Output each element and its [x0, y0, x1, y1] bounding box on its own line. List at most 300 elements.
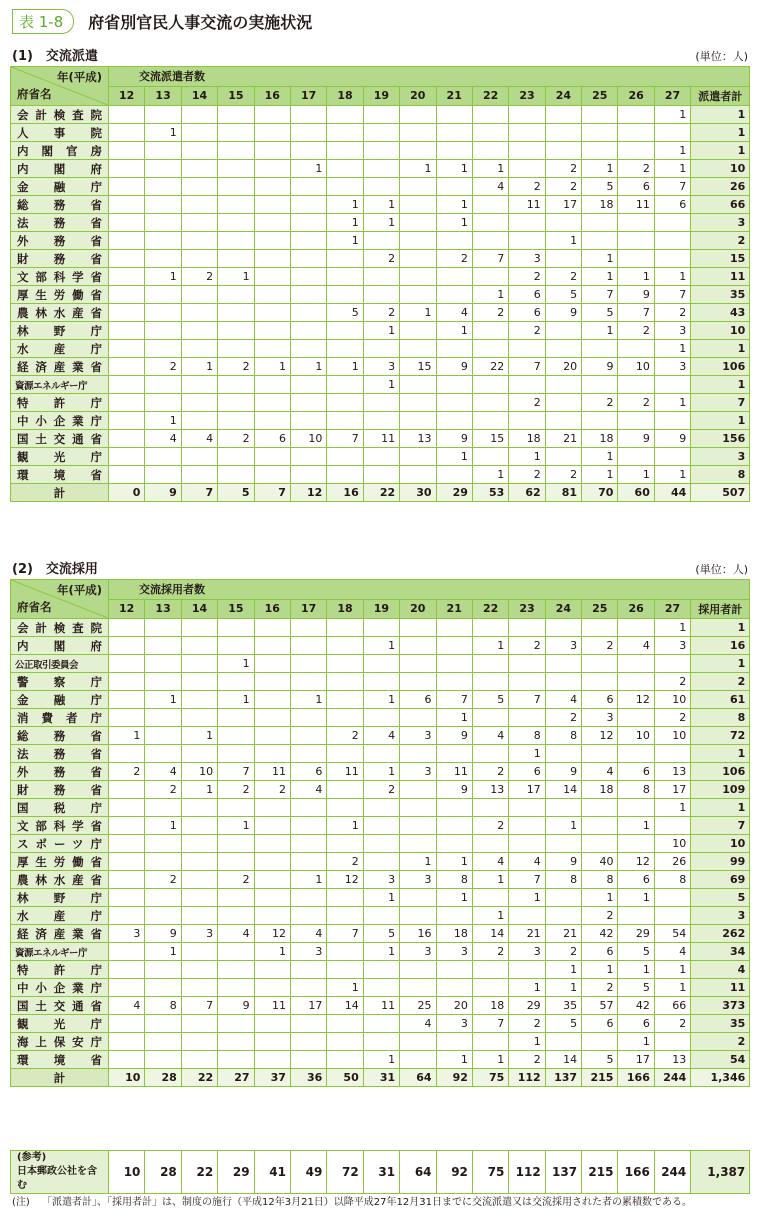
table-row [11, 466, 750, 484]
row-total: 11 [691, 979, 750, 997]
cell-value [290, 412, 326, 430]
sum-value: 12 [290, 484, 326, 502]
cell-value [109, 376, 145, 394]
cell-value: 29 [509, 997, 545, 1015]
cell-value [181, 250, 217, 268]
cell-value [436, 142, 472, 160]
cell-value: 42 [618, 997, 654, 1015]
cell-value [509, 619, 545, 637]
cell-value [363, 340, 399, 358]
cell-value [181, 340, 217, 358]
cell-value [109, 268, 145, 286]
table-row [11, 412, 750, 430]
cell-value: 7 [654, 178, 690, 196]
table-row [11, 745, 750, 763]
table-row [11, 160, 750, 178]
cell-value: 3 [400, 871, 436, 889]
cell-value [290, 1033, 326, 1051]
year-header-17: 17 [290, 599, 326, 619]
cell-value [472, 142, 508, 160]
cell-value: 17 [290, 997, 326, 1015]
cell-value [327, 268, 363, 286]
cell-value [145, 619, 181, 637]
cell-value [472, 889, 508, 907]
cell-value [181, 655, 217, 673]
cell-value: 8 [582, 871, 618, 889]
cell-value [327, 1015, 363, 1033]
cell-value: 1 [109, 727, 145, 745]
cell-value [327, 124, 363, 142]
cell-value [218, 943, 254, 961]
cell-value [181, 709, 217, 727]
cell-value [654, 817, 690, 835]
ministry-name: 資源エネルギー庁 [11, 376, 109, 394]
cell-value [363, 178, 399, 196]
row-total: 15 [691, 250, 750, 268]
cell-value [290, 394, 326, 412]
cell-value: 1 [618, 268, 654, 286]
ministry-name: 環 境 省 [11, 466, 109, 484]
cell-value [181, 160, 217, 178]
cell-value [290, 727, 326, 745]
cell-value [181, 178, 217, 196]
cell-value [327, 448, 363, 466]
cell-value [618, 142, 654, 160]
cell-value [145, 1051, 181, 1069]
table-row [11, 673, 750, 691]
cell-value [218, 1051, 254, 1069]
cell-value [109, 340, 145, 358]
cell-value [327, 106, 363, 124]
row-total: 1 [691, 142, 750, 160]
cell-value: 1 [363, 763, 399, 781]
cell-value: 3 [654, 637, 690, 655]
cell-value: 1 [363, 196, 399, 214]
cell-value [618, 232, 654, 250]
cell-value [145, 1033, 181, 1051]
year-header-22: 22 [472, 599, 508, 619]
table-row [11, 178, 750, 196]
cell-value [254, 1015, 290, 1033]
table-row [11, 358, 750, 376]
cell-value [618, 106, 654, 124]
ministry-name: 金 融 庁 [11, 178, 109, 196]
ministry-name: 水 産 庁 [11, 340, 109, 358]
cell-value: 14 [545, 1051, 581, 1069]
cell-value: 2 [254, 781, 290, 799]
cell-value [654, 655, 690, 673]
cell-value [545, 124, 581, 142]
cell-value: 1 [436, 1051, 472, 1069]
cell-value [618, 124, 654, 142]
cell-value [218, 745, 254, 763]
cell-value: 11 [363, 430, 399, 448]
section-hiring-label: (2) 交流採用 [12, 562, 98, 577]
cell-value [290, 979, 326, 997]
cell-value: 4 [654, 943, 690, 961]
year-header-16: 16 [254, 599, 290, 619]
ministry-name: 厚生労働省 [11, 853, 109, 871]
cell-value [400, 322, 436, 340]
cell-value: 1 [509, 979, 545, 997]
year-header-12: 12 [109, 599, 145, 619]
cell-value [509, 709, 545, 727]
cell-value: 1 [327, 196, 363, 214]
cell-value [618, 745, 654, 763]
cell-value [509, 673, 545, 691]
cell-value: 1 [363, 376, 399, 394]
cell-value [290, 124, 326, 142]
sum-value: 75 [472, 1069, 508, 1087]
cell-value [181, 322, 217, 340]
cell-value [400, 817, 436, 835]
cell-value: 6 [400, 691, 436, 709]
footnote-text: 「派遣者計」、「採用者計」は、制度の施行（平成12年3月21日）以降平成27年12月31日までに交流派遣又は交流採用された者の累積数である。 [42, 1197, 692, 1208]
reference-value: 166 [618, 1151, 654, 1194]
table-title [12, 8, 312, 34]
cell-value [327, 835, 363, 853]
cell-value: 22 [472, 358, 508, 376]
row-total: 2 [691, 1033, 750, 1051]
cell-value: 1 [363, 1051, 399, 1069]
cell-value [254, 286, 290, 304]
cell-value: 1 [327, 358, 363, 376]
cell-value [254, 871, 290, 889]
cell-value: 2 [509, 178, 545, 196]
cell-value: 9 [145, 925, 181, 943]
cell-value [400, 196, 436, 214]
sum-value: 50 [327, 1069, 363, 1087]
cell-value [618, 376, 654, 394]
cell-value [254, 160, 290, 178]
cell-value [472, 268, 508, 286]
year-header-15: 15 [218, 599, 254, 619]
cell-value [145, 889, 181, 907]
cell-value: 1 [618, 466, 654, 484]
row-total: 10 [691, 835, 750, 853]
cell-value: 2 [472, 304, 508, 322]
reference-value: 215 [582, 1151, 618, 1194]
cell-value: 4 [218, 925, 254, 943]
cell-value [618, 214, 654, 232]
table-row [11, 817, 750, 835]
cell-value [618, 835, 654, 853]
table-number-badge: 表 1-8 [12, 9, 74, 34]
table-row [11, 763, 750, 781]
cell-value [145, 961, 181, 979]
year-header-16: 16 [254, 86, 290, 106]
year-header-19: 19 [363, 599, 399, 619]
ministry-name: 林 野 庁 [11, 889, 109, 907]
ministry-name: 消費者庁 [11, 709, 109, 727]
cell-value: 2 [181, 268, 217, 286]
cell-value [290, 835, 326, 853]
table-row [11, 781, 750, 799]
corner-header [11, 67, 109, 106]
row-total: 1 [691, 412, 750, 430]
cell-value [109, 817, 145, 835]
year-header-27: 27 [654, 599, 690, 619]
ministry-name: 内 閣 府 [11, 637, 109, 655]
cell-value: 16 [400, 925, 436, 943]
year-axis-label: 年(平成) [56, 583, 102, 597]
sum-value: 29 [436, 484, 472, 502]
cell-value [363, 799, 399, 817]
cell-value: 7 [509, 871, 545, 889]
cell-value: 1 [254, 943, 290, 961]
cell-value: 1 [654, 466, 690, 484]
cell-value: 2 [363, 250, 399, 268]
cell-value: 21 [545, 430, 581, 448]
cell-value [254, 1033, 290, 1051]
cell-value [109, 322, 145, 340]
cell-value [400, 673, 436, 691]
cell-value [254, 979, 290, 997]
cell-value [327, 619, 363, 637]
row-total: 1 [691, 619, 750, 637]
cell-value: 6 [582, 943, 618, 961]
hiring-table [10, 579, 750, 1087]
year-header-12: 12 [109, 86, 145, 106]
cell-value: 1 [509, 745, 545, 763]
table-row [11, 448, 750, 466]
cell-value [290, 889, 326, 907]
cell-value: 1 [290, 691, 326, 709]
ministry-name: 金 融 庁 [11, 691, 109, 709]
cell-value: 5 [582, 1051, 618, 1069]
cell-value: 1 [582, 961, 618, 979]
cell-value [654, 907, 690, 925]
reference-value: 41 [254, 1151, 290, 1194]
cell-value [290, 340, 326, 358]
cell-value [400, 466, 436, 484]
cell-value [181, 817, 217, 835]
table-row [11, 907, 750, 925]
cell-value: 7 [582, 286, 618, 304]
row-total: 11 [691, 268, 750, 286]
cell-value [472, 124, 508, 142]
cell-value: 2 [145, 358, 181, 376]
cell-value [327, 709, 363, 727]
cell-value [109, 394, 145, 412]
cell-value: 1 [218, 817, 254, 835]
cell-value [290, 196, 326, 214]
cell-value [290, 178, 326, 196]
cell-value [400, 214, 436, 232]
cell-value [218, 1033, 254, 1051]
cell-value [582, 835, 618, 853]
cell-value [290, 250, 326, 268]
cell-value: 1 [509, 1033, 545, 1051]
cell-value [509, 160, 545, 178]
cell-value [254, 214, 290, 232]
cell-value [145, 232, 181, 250]
ministry-name: 総 務 省 [11, 727, 109, 745]
row-total: 26 [691, 178, 750, 196]
cell-value [218, 466, 254, 484]
cell-value [145, 250, 181, 268]
cell-value: 6 [509, 286, 545, 304]
cell-value: 1 [654, 268, 690, 286]
cell-value: 2 [145, 871, 181, 889]
table-row [11, 142, 750, 160]
cell-value [290, 466, 326, 484]
cell-value [582, 376, 618, 394]
cell-value [545, 835, 581, 853]
sum-value: 244 [654, 1069, 690, 1087]
cell-value [218, 232, 254, 250]
cell-value: 9 [545, 853, 581, 871]
cell-value [290, 214, 326, 232]
row-total: 373 [691, 997, 750, 1015]
cell-value: 2 [618, 322, 654, 340]
ministry-name: 国土交通省 [11, 430, 109, 448]
cell-value: 13 [654, 1051, 690, 1069]
cell-value: 18 [472, 997, 508, 1015]
cell-value: 18 [582, 781, 618, 799]
cell-value: 4 [436, 304, 472, 322]
sum-value: 70 [582, 484, 618, 502]
cell-value [363, 979, 399, 997]
cell-value: 1 [582, 322, 618, 340]
cell-value: 1 [436, 889, 472, 907]
cell-value [363, 655, 399, 673]
cell-value [145, 835, 181, 853]
cell-value [472, 745, 508, 763]
cell-value [618, 412, 654, 430]
cell-value [254, 394, 290, 412]
cell-value [181, 871, 217, 889]
cell-value [618, 799, 654, 817]
cell-value: 10 [654, 727, 690, 745]
cell-value: 57 [582, 997, 618, 1015]
cell-value [254, 106, 290, 124]
cell-value: 8 [654, 871, 690, 889]
cell-value: 6 [582, 691, 618, 709]
cell-value [400, 232, 436, 250]
cell-value [254, 1051, 290, 1069]
row-total: 2 [691, 232, 750, 250]
year-header-row [11, 86, 750, 106]
footnote-tag: (注) [12, 1197, 30, 1208]
cell-value [400, 709, 436, 727]
ministry-name: 財 務 省 [11, 781, 109, 799]
sum-value: 22 [363, 484, 399, 502]
cell-value [545, 655, 581, 673]
reference-value: 22 [181, 1151, 217, 1194]
cell-value [436, 178, 472, 196]
cell-value [181, 448, 217, 466]
cell-value: 1 [400, 304, 436, 322]
cell-value [436, 232, 472, 250]
sum-label: 計 [11, 1069, 109, 1087]
cell-value [545, 376, 581, 394]
cell-value: 21 [545, 925, 581, 943]
table-row [11, 394, 750, 412]
cell-value: 1 [436, 853, 472, 871]
ministry-name: 資源エネルギー庁 [11, 943, 109, 961]
table-row [11, 853, 750, 871]
cell-value [400, 142, 436, 160]
reference-label [11, 1151, 109, 1194]
cell-value [254, 412, 290, 430]
ministry-name: 内閣官房 [11, 142, 109, 160]
cell-value [582, 655, 618, 673]
cell-value [181, 943, 217, 961]
cell-value: 3 [400, 727, 436, 745]
cell-value [290, 322, 326, 340]
cell-value [363, 1015, 399, 1033]
cell-value [218, 727, 254, 745]
cell-value [327, 889, 363, 907]
cell-value: 2 [582, 979, 618, 997]
row-total: 2 [691, 673, 750, 691]
header-row-group [11, 580, 750, 600]
table-row [11, 799, 750, 817]
cell-value [181, 979, 217, 997]
cell-value [145, 304, 181, 322]
row-total: 5 [691, 889, 750, 907]
cell-value [290, 655, 326, 673]
cell-value [218, 889, 254, 907]
year-header-19: 19 [363, 86, 399, 106]
cell-value: 1 [145, 412, 181, 430]
cell-value: 11 [436, 763, 472, 781]
cell-value: 1 [654, 979, 690, 997]
cell-value: 9 [436, 430, 472, 448]
cell-value: 2 [654, 709, 690, 727]
row-total: 8 [691, 466, 750, 484]
sum-value: 16 [327, 484, 363, 502]
cell-value [218, 412, 254, 430]
cell-value [254, 961, 290, 979]
cell-value: 1 [472, 466, 508, 484]
cell-value: 10 [181, 763, 217, 781]
cell-value [290, 106, 326, 124]
cell-value: 10 [290, 430, 326, 448]
cell-value: 4 [618, 637, 654, 655]
cell-value: 2 [218, 781, 254, 799]
cell-value: 1 [181, 358, 217, 376]
ministry-name: 農林水産省 [11, 304, 109, 322]
cell-value: 6 [509, 763, 545, 781]
reference-value: 72 [327, 1151, 363, 1194]
cell-value: 1 [509, 889, 545, 907]
cell-value [472, 322, 508, 340]
cell-value: 35 [545, 997, 581, 1015]
cell-value: 3 [436, 943, 472, 961]
year-header-14: 14 [181, 86, 217, 106]
cell-value: 1 [618, 1033, 654, 1051]
cell-value: 2 [654, 1015, 690, 1033]
cell-value: 1 [400, 160, 436, 178]
cell-value: 1 [363, 889, 399, 907]
year-header-15: 15 [218, 86, 254, 106]
cell-value [472, 106, 508, 124]
year-header-21: 21 [436, 599, 472, 619]
cell-value [145, 142, 181, 160]
year-header-23: 23 [509, 599, 545, 619]
year-header-21: 21 [436, 86, 472, 106]
cell-value [472, 655, 508, 673]
cell-value: 2 [545, 466, 581, 484]
cell-value [582, 124, 618, 142]
cell-value [145, 673, 181, 691]
cell-value [509, 340, 545, 358]
table-row [11, 196, 750, 214]
reference-value: 10 [109, 1151, 145, 1194]
cell-value: 1 [363, 214, 399, 232]
